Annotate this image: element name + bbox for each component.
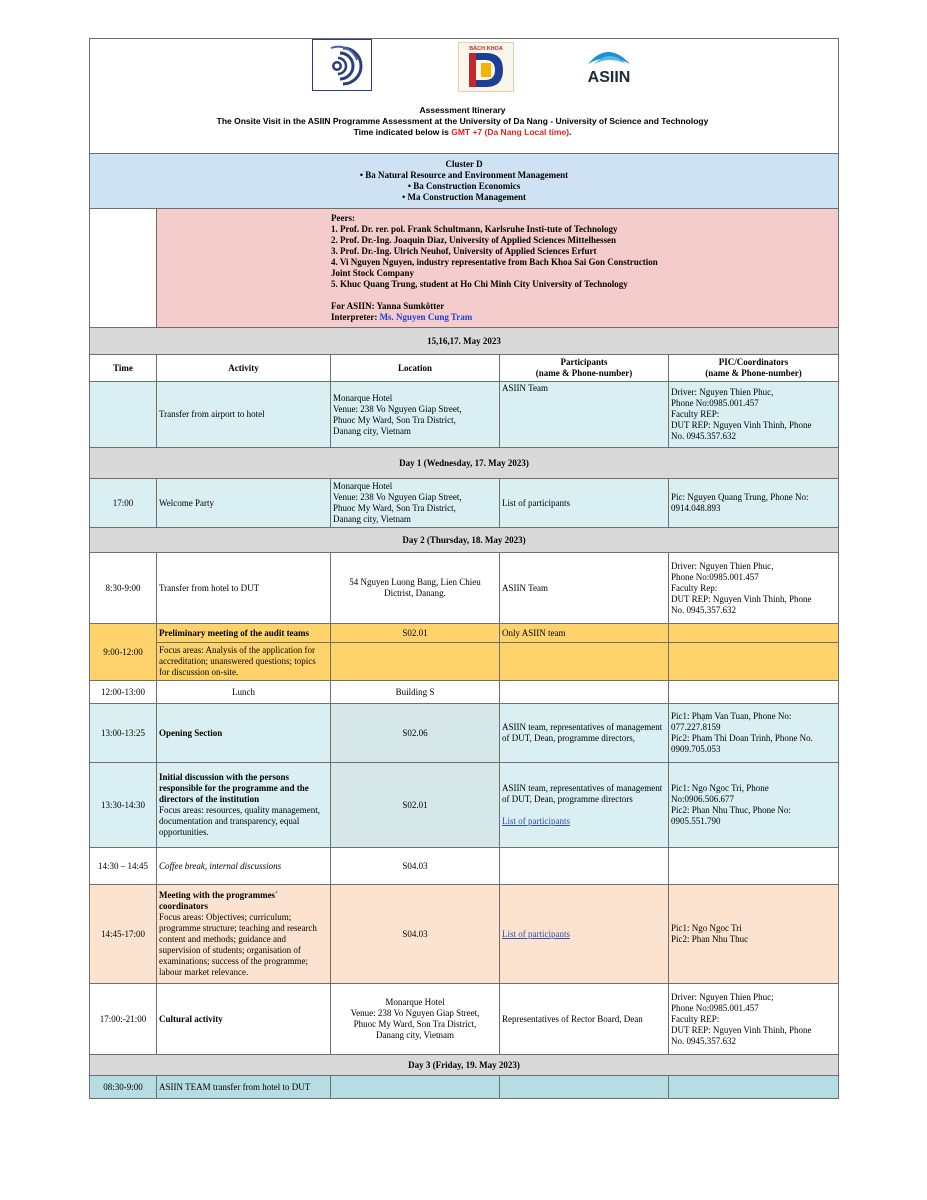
date-range-row (90, 328, 839, 355)
table-row (90, 1076, 839, 1099)
row-participants: List of participants (500, 479, 669, 528)
row-location: S04.03 (331, 885, 500, 984)
row-pic (669, 553, 839, 624)
row-pic (669, 763, 839, 848)
peers-label: Peers: (331, 213, 355, 223)
row-participants: Only ASIIN team (500, 624, 669, 643)
row-time: 14:30 – 14:45 (90, 848, 157, 885)
row-activity: Transfer from hotel to DUT (157, 553, 331, 624)
row-time: 08:30-9:00 (90, 1076, 157, 1099)
pic-line: 0909.705.053 (671, 744, 721, 754)
pic-line: Faculty REP: (671, 1013, 720, 1024)
row-activity: Transfer from airport to hotel (157, 382, 331, 448)
day-1-heading: Day 1 (Wednesday, 17. May 2023) (90, 448, 839, 479)
row-participants (500, 848, 669, 885)
participants-text: ASIIN team, representatives of management of DUT, Dean, programme directors (502, 783, 663, 804)
row-participants: ASIIN Team (500, 382, 669, 448)
pic-line: Pic2: Phan Nhu Thuc (671, 934, 749, 944)
participants-link[interactable]: List of participants (502, 816, 570, 826)
row-time: 12:00-13:00 (90, 681, 157, 704)
row-time (90, 382, 157, 448)
pic-line: DUT REP: Nguyen Vinh Thinh, Phone (671, 1024, 812, 1035)
row-pic (669, 382, 839, 448)
peer-item: 1. Prof. Dr. rer. pol. Frank Schultmann, Karlsruhe Insti-tute of Technology (331, 224, 618, 234)
row-pic (669, 848, 839, 885)
row-activity-title: Initial discussion with the persons responsible for the programme and the directors of the institution (159, 772, 309, 804)
table-row (90, 624, 839, 643)
row-pic (669, 681, 839, 704)
row-location (331, 1076, 500, 1099)
col-header-location: Location (331, 355, 500, 382)
row-pic (669, 885, 839, 984)
table-row (90, 553, 839, 624)
pic-line: Phone No:0985.001.457 (671, 571, 759, 582)
table-row (90, 885, 839, 984)
asiin-logo (578, 42, 638, 88)
pic-line: No:0906.506.677 (671, 794, 734, 804)
row-location (331, 553, 500, 624)
time-note (90, 127, 835, 138)
pic-line: No. 0945.357.632 (671, 604, 736, 615)
interpreter (331, 312, 836, 323)
col-header-pic-1: PIC/Coordinators (718, 357, 789, 367)
row-time: 17:00:-21:00 (90, 984, 157, 1055)
location-line: Dictrist, Danang. (384, 588, 446, 598)
row-location: S02.06 (331, 704, 500, 763)
day-row (90, 1055, 839, 1076)
pic-line: 077.227.8159 (671, 722, 721, 732)
peer-item: 3. Prof. Dr.-Ing. Ulrich Neuhof, University of Applied Sciences Erfurt (331, 246, 597, 256)
header-cell (90, 39, 839, 154)
pic-line: DUT REP: Nguyen Vinh Thinh, Phone (671, 420, 812, 430)
row-activity-title: Preliminary meeting of the audit teams (157, 624, 331, 643)
time-note-suffix: . (569, 127, 572, 137)
location-line: Monarque Hotel (333, 481, 393, 491)
itinerary-page (89, 38, 838, 1099)
peer-item: Joint Stock Company (331, 268, 415, 278)
pic-line: Pic1: Ngo Ngoc Tri, Phone (671, 783, 769, 793)
row-pic (669, 624, 839, 643)
row-location (331, 984, 500, 1055)
logos (90, 39, 835, 99)
col-header-pic (669, 355, 839, 382)
row-time: 13:30-14:30 (90, 763, 157, 848)
col-header-participants (500, 355, 669, 382)
pic-line: Faculty REP: (671, 409, 720, 419)
cluster-item: • Ma Construction Management (402, 192, 526, 202)
row-time: 17:00 (90, 479, 157, 528)
itinerary-heading (90, 105, 835, 138)
location-line: Danang city, Vietnam (333, 514, 411, 524)
pic-line: Pic: Nguyen Quang Trung, Phone No: (671, 492, 809, 502)
pic-line: No. 0945.357.632 (671, 1035, 736, 1046)
participants-link[interactable]: List of participants (502, 928, 570, 939)
table-row (90, 643, 839, 681)
bach-khoa-logo-text: BÁCH KHOA (469, 46, 503, 52)
peers-row (90, 209, 839, 328)
row-location: S02.01 (331, 763, 500, 848)
row-participants (500, 885, 669, 984)
location-line: Phuoc My Ward, Son Tra District, (333, 503, 456, 513)
row-activity: Opening Section (157, 704, 331, 763)
pic-line: 0905.551.790 (671, 816, 721, 826)
row-activity: Welcome Party (157, 479, 331, 528)
col-header-participants-1: Participants (560, 357, 608, 367)
itinerary-subtitle: The Onsite Visit in the ASIIN Programme Assessment at the University of Da Nang - University of Science and Technology (216, 116, 709, 126)
row-pic (669, 704, 839, 763)
udn-logo (312, 39, 372, 91)
pic-line: No. 0945.357.632 (671, 431, 736, 441)
asiin-rep: For ASIIN: Yanna Sumkötter (331, 301, 445, 311)
pic-line: Driver: Nguyen Thien Phuc; (671, 991, 774, 1002)
col-header-activity: Activity (157, 355, 331, 382)
peer-item: 2. Prof. Dr.-Ing. Joaquin Diaz, University of Applied Sciences Mittelhessen (331, 235, 616, 245)
peer-item: 5. Khuc Quang Trung, student at Ho Chi Minh City University of Technology (331, 279, 628, 289)
time-note-prefix: Time indicated below is (353, 127, 452, 137)
row-activity: Cultural activity (157, 984, 331, 1055)
itinerary-title: Assessment Itinerary (419, 105, 506, 115)
row-participants: ASIIN Team (500, 553, 669, 624)
row-time: 9:00-12:00 (90, 624, 157, 681)
location-line: Venue: 238 Vo Nguyen Giap Street, (333, 403, 462, 414)
table-row (90, 984, 839, 1055)
row-participants (500, 643, 669, 681)
table-row (90, 681, 839, 704)
day-row (90, 528, 839, 553)
col-header-time: Time (90, 355, 157, 382)
col-header-participants-2: (name & Phone-number) (535, 368, 633, 378)
row-location (331, 479, 500, 528)
row-location (331, 382, 500, 448)
row-activity (157, 885, 331, 984)
pic-line: Pic1: Phạm Van Tuan, Phone No: (671, 711, 792, 721)
pic-line: DUT REP: Nguyen Vinh Thinh, Phone (671, 593, 812, 604)
row-location (331, 643, 500, 681)
cluster-item: • Ba Natural Resource and Environment Management (359, 170, 569, 180)
cluster-item: • Ba Construction Economics (407, 181, 521, 191)
asiin-logo-text: ASIIN (587, 69, 631, 86)
pic-line: Driver: Nguyen Thien Phuc, (671, 387, 774, 397)
row-activity-desc: Focus areas: resources, quality management, documentation and transparency, equal opportunities. (159, 805, 320, 837)
pic-line: Phone No:0985.001.457 (671, 1002, 759, 1013)
interpreter-name: Ms. Nguyen Cung Tram (379, 312, 473, 322)
row-time: 8:30-9:00 (90, 553, 157, 624)
location-line: Monarque Hotel (385, 997, 445, 1007)
column-header-row (90, 355, 839, 382)
row-location: S02.01 (331, 624, 500, 643)
date-range: 15,16,17. May 2023 (90, 328, 839, 355)
table-row (90, 704, 839, 763)
row-participants (500, 763, 669, 848)
pic-line: Pic2: Pham Thi Doan Trinh, Phone No. (671, 733, 813, 743)
time-note-highlight: GMT +7 (Da Nang Local time) (451, 127, 570, 137)
day-2-heading: Day 2 (Thursday, 18. May 2023) (90, 528, 839, 553)
row-activity: Coffee break, internal discussions (157, 848, 331, 885)
location-line: Danang city, Vietnam (333, 425, 411, 436)
row-participants: ASIIN team, representatives of management of DUT, Dean, programme directors, (500, 704, 669, 763)
pic-line: Driver: Nguyen Thien Phuc, (671, 560, 774, 571)
itinerary-table (89, 38, 839, 1099)
row-activity: Lunch (157, 681, 331, 704)
col-header-pic-2: (name & Phone-number) (705, 368, 802, 378)
row-pic (669, 479, 839, 528)
location-line: Danang city, Vietnam (376, 1030, 454, 1040)
row-participants: Representatives of Rector Board, Dean (500, 984, 669, 1055)
row-activity (157, 763, 331, 848)
table-row (90, 479, 839, 528)
table-row (90, 848, 839, 885)
location-line: Phuoc My Ward, Son Tra District, (333, 414, 456, 425)
pic-line: Phone No:0985.001.457 (671, 398, 759, 408)
peers-content (331, 213, 836, 323)
cluster-title: Cluster D (445, 159, 483, 169)
row-pic (669, 1076, 839, 1099)
pic-line: Pic1: Ngo Ngoc Tri (671, 923, 742, 933)
row-location: S04.03 (331, 848, 500, 885)
pic-line: 0914.048.893 (671, 503, 721, 513)
pic-line: Pic2: Phan Nhu Thuc, Phone No: (671, 805, 791, 815)
location-line: Venue: 238 Vo Nguyen Giap Street, (350, 1008, 480, 1018)
row-activity-title: Meeting with the programmes´ coordinators (159, 890, 279, 911)
bach-khoa-logo (458, 42, 514, 92)
day-3-heading: Day 3 (Friday, 19. May 2023) (90, 1055, 839, 1076)
day-row (90, 448, 839, 479)
row-location: Building S (331, 681, 500, 704)
location-line: Monarque Hotel (333, 392, 393, 403)
row-participants (500, 1076, 669, 1099)
cluster-cell (90, 154, 839, 209)
interpreter-label: Interpreter: (331, 312, 380, 322)
location-line: Phuoc My Ward, Son Tra District, (353, 1019, 477, 1029)
location-line: Venue: 238 Vo Nguyen Giap Street, (333, 492, 462, 502)
location-line: 54 Nguyen Luong Bang, Lien Chieu (349, 577, 481, 587)
peers-cell (157, 209, 839, 328)
row-time: 14:45-17:00 (90, 885, 157, 984)
row-activity-desc: Focus areas: Analysis of the application for accreditation; unanswered questions; topics for discussion on-site. (157, 643, 331, 681)
row-activity-desc: Focus areas: Objectives; curriculum; programme structure; teaching and research content and methods; guidance and supervision of students; organisation of examinations; success of the programme; labour market relevance. (159, 912, 317, 977)
peers-blank-cell (90, 209, 157, 328)
row-pic (669, 984, 839, 1055)
row-activity: ASIIN TEAM transfer from hotel to DUT (157, 1076, 331, 1099)
row-pic (669, 643, 839, 681)
pic-line: Faculty Rep: (671, 582, 718, 593)
row-time: 13:00-13:25 (90, 704, 157, 763)
row-participants (500, 681, 669, 704)
peer-item: 4. Vi Nguyen Nguyen, industry representative from Bach Khoa Sai Gon Construction (331, 257, 658, 267)
table-row (90, 382, 839, 448)
cluster-row (90, 154, 839, 209)
table-row (90, 763, 839, 848)
header-row (90, 39, 839, 154)
